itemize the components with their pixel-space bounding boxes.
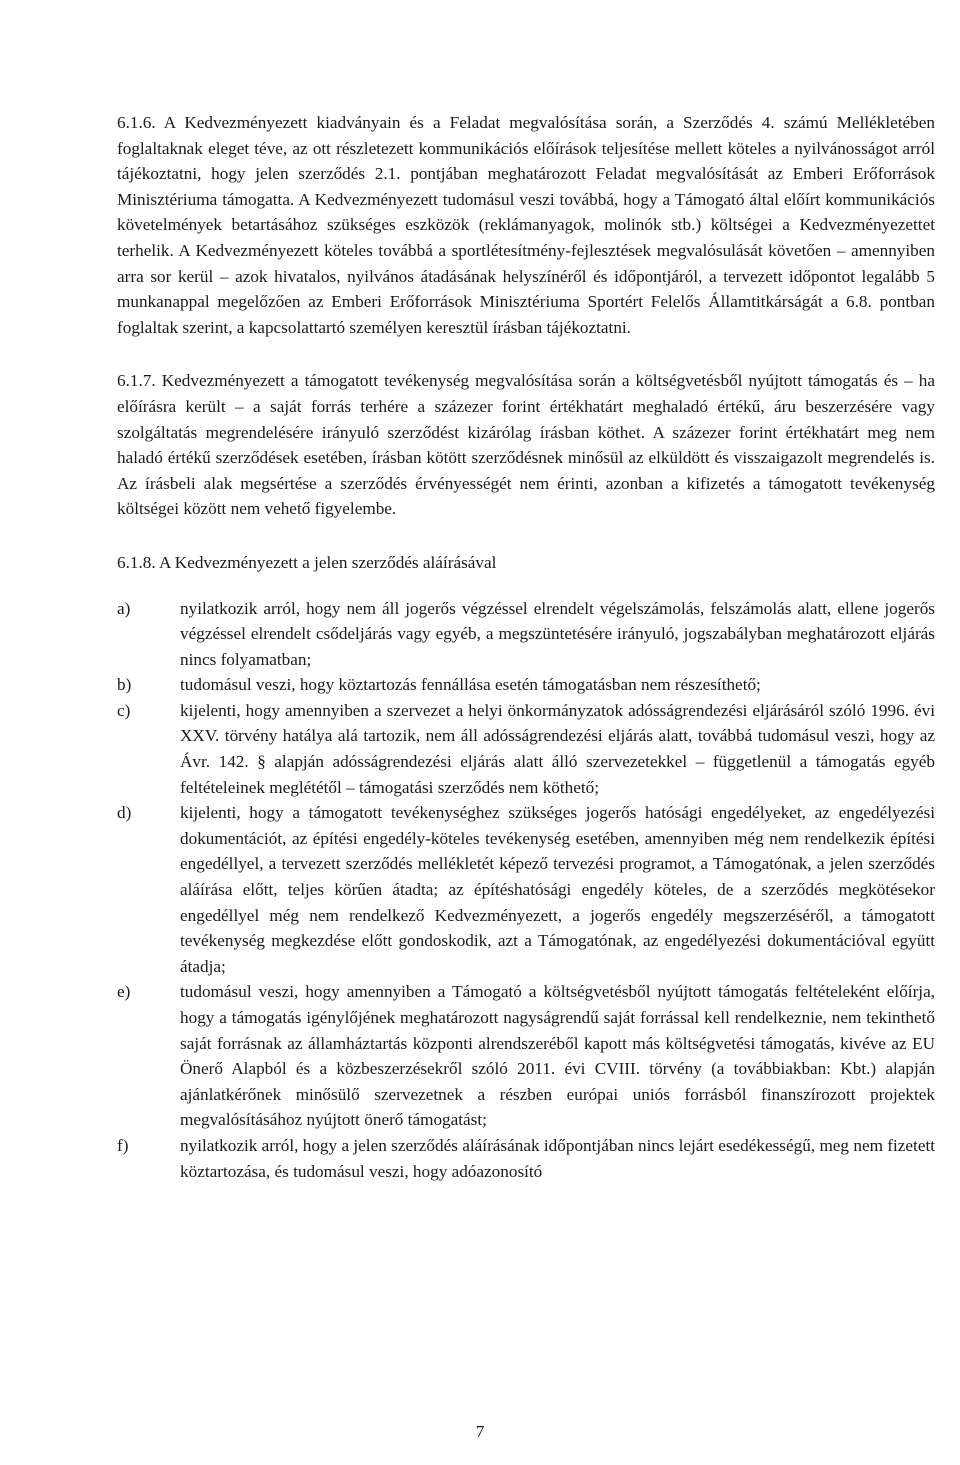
paragraph-6-1-8: 6.1.8. A Kedvezményezett a jelen szerződés aláírásával [117,552,497,572]
list-item-marker: a) [117,598,131,618]
page-number: 7 [475,1422,485,1441]
list-item-text: kijelenti, hogy amennyiben a szervezet a helyi önkormányzatok adósságrendezési eljárásáról szóló 1996. évi XXV. törvény hatálya alá tartozik, nem áll adósságrendezési eljárás alatt, továbbá tudomásul veszi, hogy az Ávr. 142. § alapján adósságrendezési eljárás alatt álló szervezetekkel – függetlenül a támogatás egyéb feltételeinek meglététől – támogatási szerződés nem köthető; [180,700,935,797]
list-item-marker: e) [117,982,131,1002]
list-item [117,979,935,1133]
list-item [117,672,935,698]
list-item-text: nyilatkozik arról, hogy a jelen szerződés aláírásának időpontjában nincs lejárt esedékességű, meg nem fizetett köztartozása, és tudomásul veszi, hogy adóazonosító [180,1135,935,1181]
list-item-marker: f) [117,1135,129,1155]
declaration-list [117,596,935,1185]
list-item [117,596,935,673]
list-item [117,800,935,979]
list-item [117,1133,935,1184]
list-item-marker: b) [117,675,132,695]
list-item-text: tudomásul veszi, hogy amennyiben a Támogató a költségvetésből nyújtott támogatás feltételeként előírja, hogy a támogatás igénylőjének meghatározott nagyságrendű saját forrással kell rendelkeznie, nem tekinthető saját forrásnak az államháztartás központi alrendszeréből kapott más költségvetési támogatás, kivéve az EU Önerő Alapból és a közbeszerzésekről szóló 2011. évi CVIII. törvény (a továbbiakban: Kbt.) alapján ajánlatkérőnek minősülő szervezetnek a részben európai uniós forrásból finanszírozott projektek megvalósításához nyújtott önerő támogatást; [180,982,935,1130]
list-item [117,698,935,800]
list-item-marker: d) [117,803,132,823]
paragraph-6-1-7: 6.1.7. Kedvezményezett a támogatott tevékenység megvalósítása során a költségvetésből nyújtott támogatás és – ha előírásra került – a saját forrás terhére a százezer forint értékhatárt meghaladó értékű, áru beszerzésére vagy szolgáltatás megrendelésére irányuló szerződést kizárólag írásban köthet. A százezer forint értékhatárt meg nem haladó értékű szerződések esetében, írásban kötött szerződésnek minősül az elküldött és visszaigazolt megrendelés is. Az írásbeli alak megsértése a szerződés érvényességét nem érinti, azonban a kifizetés a támogatott tevékenység költségei között nem vehető figyelembe. [117,371,935,519]
list-item-marker: c) [117,700,131,720]
paragraph-6-1-6: 6.1.6. A Kedvezményezett kiadványain és a Feladat megvalósítása során, a Szerződés 4. számú Mellékletében foglaltaknak eleget téve, az ott részletezett kommunikációs előírások teljesítése mellett köteles a nyilvánosságot arról tájékoztatni, hogy jelen szerződés 2.1. pontjában meghatározott Feladat megvalósítását az Emberi Erőforrások Minisztériuma támogatta. A Kedvezményezett tudomásul veszi továbbá, hogy a Támogató által előírt kommunikációs követelmények betartásához szükséges eszközök (reklámanyagok, molinók stb.) költségei a Kedvezményezettet terhelik. A Kedvezményezett köteles továbbá a sportlétesítmény-fejlesztések megvalósulását követően – amennyiben arra sor kerül – azok hivatalos, nyilvános átadásának helyszínéről és időpontjáról, a tervezett időpontot legalább 5 munkanappal megelőzően az Emberi Erőforrások Minisztériuma Sportért Felelős Államtitkárságát a 6.8. pontban foglaltak szerint, a kapcsolattartó személyen keresztül írásban tájékoztatni. [117,113,935,337]
list-item-text: kijelenti, hogy a támogatott tevékenységhez szükséges jogerős hatósági engedélyeket, az engedélyezési dokumentációt, az építési engedély-köteles tevékenység esetében, amennyiben még nem rendelkezik építési engedéllyel, a tervezett szerződés mellékletét képező tervezési programot, a Támogatónak, a jelen szerződés aláírása előtt, teljes körűen átadta; az építéshatósági engedély köteles, de a szerződés megkötésekor engedéllyel még nem rendelkező Kedvezményezett, a jogerős engedély megszerzéséről, a támogatott tevékenység megkezdése előtt gondoskodik, azt a Támogatónak, az engedélyezési dokumentációval együtt átadja; [180,803,935,976]
list-item-text: nyilatkozik arról, hogy nem áll jogerős végzéssel elrendelt végelszámolás, felszámolás alatt, ellene jogerős végzéssel elrendelt csődeljárás vagy egyéb, a megszüntetésére irányuló, jogszabályban meghatározott eljárás nincs folyamatban; [180,598,935,669]
list-item-text: tudomásul veszi, hogy köztartozás fennállása esetén támogatásban nem részesíthető; [180,675,761,695]
document-body [117,110,935,1184]
